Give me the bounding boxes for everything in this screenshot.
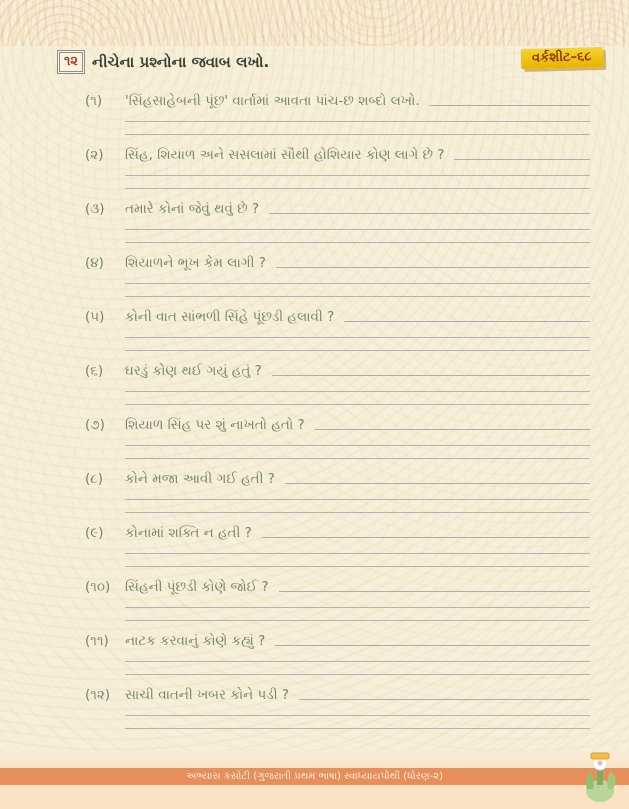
- question-text: ઘરડું કોણ થઈ ગયું હતું ?: [125, 363, 262, 379]
- question-block: [0, 576, 629, 621]
- exercise-number-box: ૧૨: [57, 50, 85, 74]
- answer-blank-inline: [454, 159, 590, 160]
- guilloche-pattern-band: [0, 0, 629, 46]
- question-number: (૧૦): [85, 579, 111, 595]
- question-block: [0, 306, 629, 351]
- question-block: [0, 198, 629, 243]
- question-text: સિંહની પૂંછડી કોણે જોઈ ?: [125, 579, 269, 595]
- answer-line: [125, 134, 590, 135]
- question-block: [0, 522, 629, 567]
- question-row: [0, 684, 629, 703]
- question-text: કોનામાં શક્તિ ન હતી ?: [125, 525, 252, 541]
- page-title: નીચેના પ્રશ્નોના જવાબ લખો.: [92, 53, 270, 71]
- question-row: [0, 90, 629, 109]
- question-block: [0, 90, 629, 135]
- answer-line: [125, 404, 590, 405]
- question-text: સાચી વાતની ખબર કોને પડી ?: [125, 687, 290, 703]
- question-row: [0, 144, 629, 163]
- question-block: [0, 684, 629, 729]
- answer-blank-inline: [275, 645, 590, 646]
- answer-blank-inline: [262, 537, 590, 538]
- question-block: [0, 414, 629, 459]
- answer-line: [125, 296, 590, 297]
- question-number: (૧): [85, 93, 103, 109]
- answer-line: [125, 512, 590, 513]
- question-number: (૩): [85, 201, 105, 217]
- question-text: શિયાળને ભૂખ કેમ લાગી ?: [125, 255, 266, 271]
- question-block: [0, 144, 629, 189]
- answer-line: [125, 499, 590, 500]
- question-text: સિંહ, શિયાળ અને સસલામાં સૌથી હોશિયાર કોણ લાગે છે ?: [125, 147, 445, 163]
- answer-blank-inline: [344, 321, 590, 322]
- question-row: [0, 522, 629, 541]
- question-block: [0, 252, 629, 297]
- question-number: (૯): [85, 525, 104, 541]
- question-number: (૧૨): [85, 687, 111, 703]
- answer-blank-inline: [279, 591, 590, 592]
- question-row: [0, 360, 629, 379]
- question-number: (૬): [85, 363, 104, 379]
- worksheet-number-badge: વર્કશીટ–૬૮: [521, 47, 603, 69]
- answer-blank-inline: [285, 483, 590, 484]
- answer-line: [125, 607, 590, 608]
- answer-line: [125, 445, 590, 446]
- answer-line: [125, 553, 590, 554]
- answer-line: [125, 391, 590, 392]
- question-row: [0, 198, 629, 217]
- answer-line: [125, 242, 590, 243]
- question-block: [0, 630, 629, 675]
- question-list: [0, 90, 629, 729]
- footer-bar: અભ્યાસ કસોટી (ગુજરાતી પ્રથમ ભાષા) સ્વાધ્યાયપોથી (ધોરણ-૨): [0, 768, 629, 785]
- answer-line: [125, 188, 590, 189]
- answer-blank-inline: [299, 699, 590, 700]
- question-text: કોની વાત સાંભળી સિંહે પૂંછડી હલાવી ?: [125, 309, 335, 325]
- question-number: (૫): [85, 309, 105, 325]
- answer-line: [125, 229, 590, 230]
- question-row: [0, 576, 629, 595]
- footer-zone: [0, 751, 629, 809]
- answer-line: [125, 283, 590, 284]
- answer-blank-inline: [430, 105, 590, 106]
- question-block: [0, 360, 629, 405]
- answer-line: [125, 620, 590, 621]
- question-text: કોને મજા આવી ગઈ હતી ?: [125, 471, 275, 487]
- question-row: [0, 468, 629, 487]
- answer-blank-inline: [276, 267, 590, 268]
- answer-blank-inline: [315, 429, 590, 430]
- answer-line: [125, 715, 590, 716]
- question-block: [0, 468, 629, 513]
- question-text: 'સિંહસાહેબની પૂંછ' વાર્તામાં આવતા પાંચ-છ શબ્દો લખો.: [125, 93, 420, 109]
- question-number: (૪): [85, 255, 104, 271]
- question-row: [0, 252, 629, 271]
- answer-line: [125, 175, 590, 176]
- worksheet-header: [57, 50, 509, 74]
- answer-line: [125, 337, 590, 338]
- question-number: (૨): [85, 147, 104, 163]
- question-row: [0, 630, 629, 649]
- answer-line: [125, 350, 590, 351]
- plant-logo-icon: [577, 751, 623, 803]
- answer-line: [125, 728, 590, 729]
- question-number: (૭): [85, 417, 105, 433]
- answer-blank-inline: [269, 213, 590, 214]
- question-text: તમારે કોનાં જેવું થવું છે ?: [125, 201, 260, 217]
- question-row: [0, 306, 629, 325]
- answer-blank-inline: [272, 375, 590, 376]
- answer-line: [125, 661, 590, 662]
- question-number: (૧૧): [85, 633, 109, 649]
- question-text: શિયાળ સિંહ પર શું નાખતો હતો ?: [125, 417, 305, 433]
- answer-line: [125, 566, 590, 567]
- answer-line: [125, 674, 590, 675]
- question-text: નાટક કરવાનું કોણે કહ્યું ?: [125, 633, 266, 649]
- answer-line: [125, 121, 590, 122]
- question-row: [0, 414, 629, 433]
- answer-line: [125, 458, 590, 459]
- question-number: (૮): [85, 471, 103, 487]
